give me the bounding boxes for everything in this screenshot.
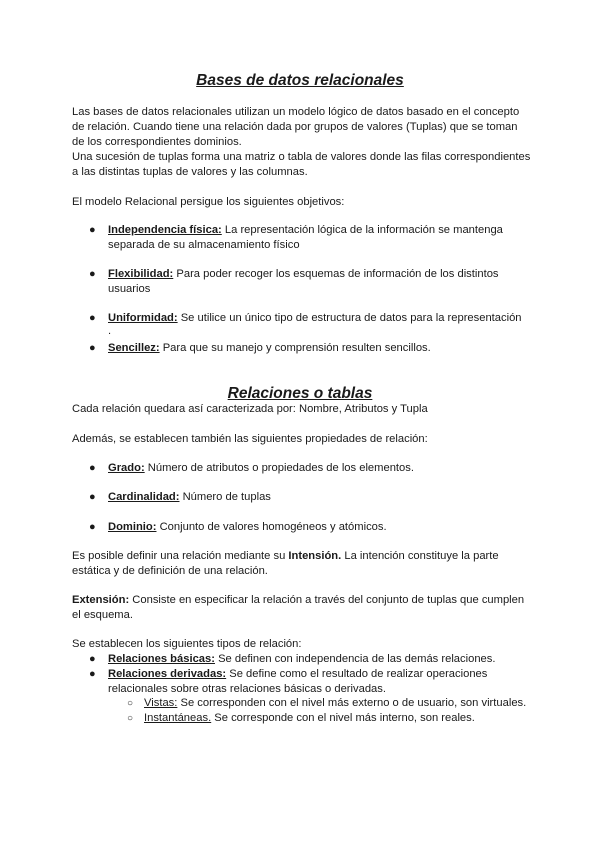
property-item-cardinalidad (108, 490, 271, 505)
objective-item-uniformidad (108, 311, 522, 326)
extension-line-2: el esquema. (72, 609, 133, 621)
intension-pre: Es posible definir una relación mediante su (72, 550, 289, 562)
property-text: Número de tuplas (179, 491, 271, 503)
intro-line-5: a las distintas tuplas de valores y las columnas. (72, 166, 308, 178)
objective-text: Se utilice un único tipo de estructura de datos para la representación (177, 312, 522, 324)
objective-text: Para poder recoger los esquemas de información de los distintos (173, 268, 499, 280)
subtype-text: Se corresponde con el nivel más interno, son reales. (211, 712, 475, 724)
intro-line-1: Las bases de datos relacionales utilizan un modelo lógico de datos basado en el concepto (72, 106, 520, 118)
bullet-icon: ● (89, 491, 96, 503)
objective-item-flexibilidad (108, 267, 499, 282)
property-item-grado (108, 461, 414, 476)
bullet-icon: ● (89, 342, 96, 354)
section-title-bases-de-datos: Bases de datos relacionales (196, 72, 404, 89)
types-intro: Se establecen los siguientes tipos de relación: (72, 638, 302, 650)
subtype-item-vistas (144, 696, 526, 711)
type-item-basicas (108, 652, 495, 667)
objective-term: Flexibilidad: (108, 268, 174, 280)
type-term: Relaciones derivadas: (108, 668, 227, 680)
bullet-icon: ● (89, 521, 96, 533)
extension-paragraph (72, 593, 524, 608)
subtype-text: Se corresponden con el nivel más externo o de usuario, son virtuales. (177, 697, 527, 709)
objective-item-independencia (108, 223, 503, 238)
intro-line-2: de relación. Cuando tiene una relación dada por grupos de valores (Tuplas) que se toman (72, 121, 518, 133)
relation-intro: Cada relación quedara así caracterizada por: Nombre, Atributos y Tupla (72, 403, 428, 415)
intension-term: Intensión. (288, 550, 342, 562)
objective-term: Independencia física: (108, 224, 222, 236)
objective-text: La representación lógica de la información se mantenga (221, 224, 503, 236)
type-item-derivadas (108, 667, 487, 682)
objectives-intro: El modelo Relacional persigue los siguientes objetivos: (72, 196, 345, 208)
property-term: Dominio: (108, 521, 157, 533)
type-text: Se definen con independencia de las demás relaciones. (214, 653, 496, 665)
properties-intro: Además, se establecen también las siguientes propiedades de relación: (72, 433, 428, 445)
objective-text-continued: separada de su almacenamiento físico (108, 239, 300, 251)
property-term: Cardinalidad: (108, 491, 180, 503)
circle-bullet-icon: ○ (127, 713, 134, 724)
objective-term: Uniformidad: (108, 312, 178, 324)
objective-text-continued: . (108, 325, 112, 337)
property-text: Conjunto de valores homogéneos y atómicos. (156, 521, 387, 533)
circle-bullet-icon: ○ (127, 698, 134, 709)
type-text-continued: relacionales sobre otras relaciones básicas o derivadas. (108, 683, 386, 695)
type-term: Relaciones básicas: (108, 653, 215, 665)
objective-text-continued: usuarios (108, 283, 151, 295)
section-title-relaciones: Relaciones o tablas (227, 385, 373, 402)
intro-line-4: Una sucesión de tuplas forma una matriz o tabla de valores donde las filas correspondientes (72, 151, 531, 163)
bullet-icon: ● (89, 653, 96, 665)
extension-term: Extensión: (72, 594, 130, 606)
bullet-icon: ● (89, 668, 96, 680)
property-term: Grado: (108, 462, 145, 474)
subtype-term: Vistas: (144, 697, 178, 709)
bullet-icon: ● (89, 462, 96, 474)
bullet-icon: ● (89, 224, 96, 236)
type-text: Se define como el resultado de realizar operaciones (226, 668, 488, 680)
property-item-dominio (108, 520, 387, 535)
intension-line-2: estática y de definición de una relación. (72, 565, 268, 577)
subtype-term: Instantáneas. (144, 712, 212, 724)
subtype-item-instantaneas (144, 711, 475, 726)
objective-term: Sencillez: (108, 342, 160, 354)
bullet-icon: ● (89, 312, 96, 324)
extension-post: Consiste en especificar la relación a través del conjunto de tuplas que cumplen (129, 594, 525, 606)
objective-item-sencillez (108, 341, 431, 356)
intension-paragraph (72, 549, 499, 564)
property-text: Número de atributos o propiedades de los elementos. (144, 462, 414, 474)
bullet-icon: ● (89, 268, 96, 280)
objective-text: Para que su manejo y comprensión resulten sencillos. (159, 342, 431, 354)
intro-line-3: de los correspondientes dominios. (72, 136, 242, 148)
intension-post: La intención constituye la parte (341, 550, 499, 562)
